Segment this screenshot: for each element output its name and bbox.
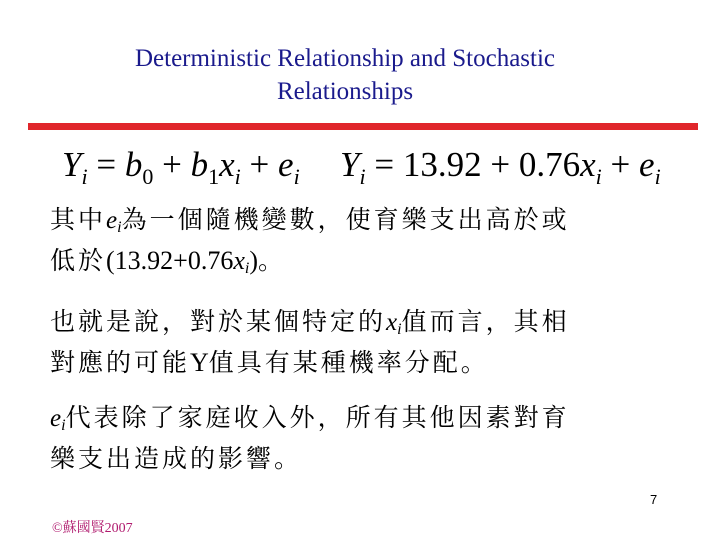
- slide-title-line2: Relationships: [276, 78, 414, 105]
- slide-title-line1: Deterministic Relationship and Stochastic: [134, 45, 556, 72]
- paragraph1-line2: [50, 241, 660, 281]
- eq1-x-sub: i: [234, 164, 241, 189]
- p1-line2-post: 。: [258, 246, 287, 275]
- p1-post: 為一個隨機變數，使育樂支出高於或: [121, 205, 570, 234]
- model-equation: [62, 143, 300, 187]
- eq1-e: e: [278, 145, 294, 184]
- eq2-intercept: 13.92: [402, 145, 482, 184]
- eq2-x-sub: i: [595, 164, 602, 189]
- eq1-plus-1: +: [162, 145, 182, 184]
- eq2-x: x: [580, 145, 596, 184]
- slide-title: [0, 42, 690, 108]
- eq1-e-sub: i: [293, 164, 300, 189]
- p3-var: e: [50, 405, 62, 432]
- p3-post: 代表除了家庭收入外，所有其他因素對育: [65, 403, 570, 432]
- page-number: 7: [650, 492, 658, 507]
- p3-sub: i: [61, 417, 66, 434]
- eq1-equals: =: [96, 145, 117, 184]
- eq1-y-sub: i: [81, 164, 88, 189]
- p2-sub: i: [397, 321, 402, 338]
- paragraph1-line1: [50, 200, 660, 241]
- paragraph3-line2: 樂支出造成的影響。: [50, 444, 303, 473]
- eq1-b0-sub: 0: [142, 164, 154, 189]
- paragraph-distribution: [50, 302, 660, 383]
- eq2-plus-1: +: [490, 145, 511, 184]
- p1-formula-sub: i: [244, 260, 250, 277]
- p1-formula-close: ): [249, 246, 259, 275]
- eq1-b1: b: [190, 145, 209, 184]
- paragraph-error-term: [50, 200, 660, 281]
- eq1-plus-2: +: [249, 145, 270, 184]
- eq2-y-sub: i: [359, 164, 366, 189]
- eq2-y: Y: [340, 145, 360, 184]
- eq1-y: Y: [62, 145, 82, 184]
- eq1-b1-sub: 1: [208, 164, 220, 189]
- eq1-x: x: [219, 145, 235, 184]
- p2-var: x: [386, 309, 398, 336]
- eq1-b0: b: [124, 145, 143, 184]
- p1-formula-var: x: [233, 246, 245, 275]
- p2-pre: 也就是說，對於某個特定的: [50, 307, 387, 336]
- eq2-plus-2: +: [610, 145, 631, 184]
- p2-line2-post: 值具有某種機率分配。: [208, 348, 489, 377]
- title-divider: [28, 123, 698, 130]
- p1-line2-pre: 低於: [50, 246, 107, 275]
- p2-y: Y: [190, 348, 209, 377]
- p1-formula: (13.92+0.76: [106, 246, 234, 275]
- p1-var: e: [106, 207, 118, 234]
- eq2-equals: =: [374, 145, 395, 184]
- p1-pre: 其中: [50, 205, 107, 234]
- estimated-equation: [340, 143, 661, 187]
- paragraph3-line1: [50, 398, 660, 439]
- paragraph2-line1: [50, 302, 660, 343]
- p2-post: 值而言，其相: [401, 307, 570, 336]
- p1-sub: i: [117, 219, 122, 236]
- paragraph2-line2: [50, 343, 660, 383]
- copyright-footer: ©蘇國賢2007: [52, 521, 133, 536]
- p2-line2-pre: 對應的可能: [50, 348, 191, 377]
- paragraph-other-factors: [50, 398, 660, 479]
- eq2-e-sub: i: [654, 164, 661, 189]
- eq2-e: e: [639, 145, 655, 184]
- eq2-slope: 0.76: [518, 145, 581, 184]
